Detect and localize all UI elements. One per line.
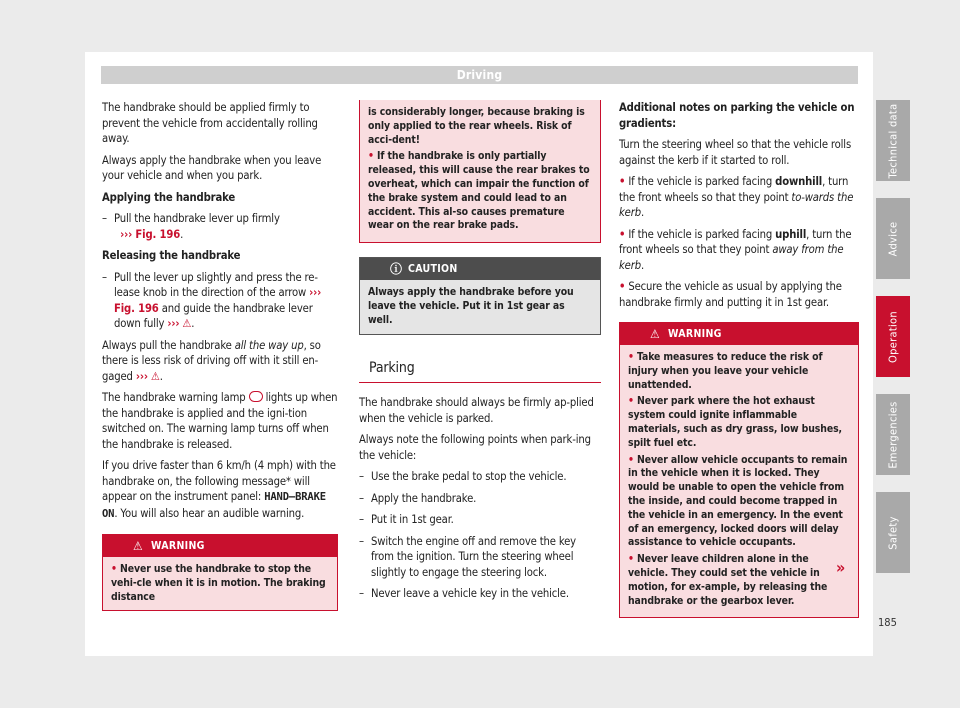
panel-message: HAND–BRAKE ON	[102, 491, 326, 520]
step-item: – Use the brake pedal to stop the vehicle.	[359, 469, 601, 485]
bullet-icon: •	[111, 563, 117, 575]
figure-link[interactable]: ››› Fig. 196	[120, 227, 181, 241]
paragraph: The handbrake should be applied firmly to prevent the vehicle from accidentally rolling away.	[102, 101, 318, 145]
step-item: – Switch the engine off and remove the key from the ignition. Turn the steering wheel slightly to engage the steering lock.	[359, 534, 601, 581]
paragraph: Turn the steering wheel so that the vehicle rolls against the kerb if it started to roll.	[619, 138, 852, 167]
caution-box	[359, 257, 601, 334]
paragraph: Always apply the handbrake when you leave your vehicle and when you park.	[102, 153, 322, 182]
step-text: and guide the handbrake lever down fully	[114, 301, 313, 330]
page-header: Driving	[101, 66, 858, 84]
warning-item: • Take measures to reduce the risk of injury when you leave your vehicle unattended.	[628, 351, 823, 391]
warning-item: • If the handbrake is only partially released, this will cause the rear brakes to overheat, which can impair the function of the brake system and could lead to an accident. This al-so causes premature wear on the rear brake pads.	[368, 150, 590, 232]
caution-box-header: ⓘ CAUTION	[360, 258, 600, 280]
caution-box-body: Always apply the handbrake before you leave the vehicle. Put it in 1st gear as well.	[360, 280, 600, 333]
step-item: – Put it in 1st gear.	[359, 512, 601, 528]
bullet-icon: •	[619, 280, 626, 293]
warning-triangle-icon: ⚠	[133, 539, 143, 553]
column-1	[102, 100, 338, 611]
paragraph: Always pull the handbrake all the way up, so there is less risk of driving off with it still en-gaged ››› ⚠.	[102, 338, 321, 383]
step-item: – Pull the handbrake lever up firmly ››› Fig. 196.	[102, 211, 338, 242]
page-number: 185	[878, 616, 897, 629]
tab-technical-data[interactable]: Technical data	[876, 100, 910, 181]
warning-box-body: • Never use the handbrake to stop the vehi-cle when it is in motion. The braking distance	[103, 557, 337, 610]
bullet-icon: •	[628, 351, 634, 363]
column-3	[619, 100, 859, 618]
handbrake-lamp-icon	[249, 391, 263, 402]
tab-operation[interactable]: Operation	[876, 296, 910, 377]
step-item: – Apply the handbrake.	[359, 491, 601, 507]
warning-item: • Never leave children alone in the vehicle. They could set the vehicle in motion, for ex-ample, by releasing the handbrake or the gearbox lever.	[628, 553, 828, 607]
step-item: – Pull the lever up slightly and press the re-lease knob in the direction of the arrow ››› Fig. 196 and guide the handbrake lever down fully ››› ⚠.	[102, 270, 338, 332]
section-title: Parking	[359, 361, 601, 384]
bullet-icon: •	[619, 175, 626, 188]
warning-triangle-icon: ⚠	[650, 327, 660, 341]
warning-box	[619, 322, 859, 618]
step-item: – Never leave a vehicle key in the vehicle.	[359, 586, 601, 602]
paragraph: Always note the following points when park-ing the vehicle:	[359, 433, 591, 462]
bullet-item: • If the vehicle is parked facing uphill, turn the front wheels so that they point away from the kerb.	[619, 227, 852, 272]
warning-box-body	[360, 100, 600, 242]
warning-box-header: ⚠ WARNING	[620, 323, 858, 345]
warning-triangle-icon: ⚠	[150, 369, 160, 383]
warning-triangle-icon: ⚠	[182, 317, 192, 330]
warning-box-body	[620, 345, 858, 617]
figure-link[interactable]: ››› Fig. 196	[114, 286, 322, 315]
tab-emergencies[interactable]: Emergencies	[876, 394, 910, 475]
bullet-icon: •	[368, 150, 374, 163]
bullet-icon: •	[628, 395, 634, 408]
info-circle-icon: ⓘ	[390, 262, 403, 277]
warning-box-header: ⚠ WARNING	[103, 535, 337, 557]
bullet-icon: •	[628, 553, 634, 566]
column-2	[359, 100, 601, 608]
bullet-item: • Secure the vehicle as usual by applying the handbrake firmly and putting it in 1st gear.	[619, 280, 842, 309]
tab-safety[interactable]: Safety	[876, 492, 910, 573]
warning-item: • Never allow vehicle occupants to remain in the vehicle when it is locked. They would be unable to open the vehicle from the inside, and could become trapped in the vehicle in an emergency. In the event of an emergency, locked doors will delay assistance to vehicle occupants.	[628, 453, 848, 549]
bullet-item: • If the vehicle is parked facing downhill, turn the front wheels so that they point to-wards the kerb.	[619, 175, 854, 219]
paragraph: The handbrake should always be firmly ap-plied when the vehicle is parked.	[359, 396, 594, 425]
bullet-icon: •	[619, 227, 626, 241]
warning-text: is considerably longer, because braking is only applied to the rear wheels. Risk of acci-dent!	[368, 106, 585, 146]
warning-link[interactable]: ›››	[135, 369, 148, 383]
warning-item: • Never park where the hot exhaust system could ignite inflammable materials, such as dry grass, low bushes, spilt fuel etc.	[628, 395, 842, 449]
step-text: Pull the handbrake lever up firmly	[114, 212, 280, 225]
paragraph: The handbrake warning lamp lights up when the handbrake is applied and the igni-tion switched on. The warning lamp turns off when the handbrake is released.	[102, 391, 338, 451]
warning-box-continued	[359, 100, 601, 243]
step-text: Pull the lever up slightly and press the re-lease knob in the direction of the arrow	[114, 270, 318, 299]
paragraph: If you drive faster than 6 km/h (4 mph) with the handbrake on, the following message* will appear on the instrument panel: HAND–BRAKE ON. You will also hear an audible warning.	[102, 459, 336, 520]
subheading-apply: Applying the handbrake	[102, 190, 236, 204]
warning-box	[102, 534, 338, 611]
tab-advice[interactable]: Advice	[876, 198, 910, 279]
warning-link[interactable]: ›››	[167, 317, 180, 330]
subheading-release: Releasing the handbrake	[102, 249, 241, 262]
subheading-notes: Additional notes on parking the vehicle on gradients:	[619, 101, 855, 130]
continue-arrow-icon: »	[836, 558, 846, 577]
bullet-icon: •	[628, 453, 634, 466]
